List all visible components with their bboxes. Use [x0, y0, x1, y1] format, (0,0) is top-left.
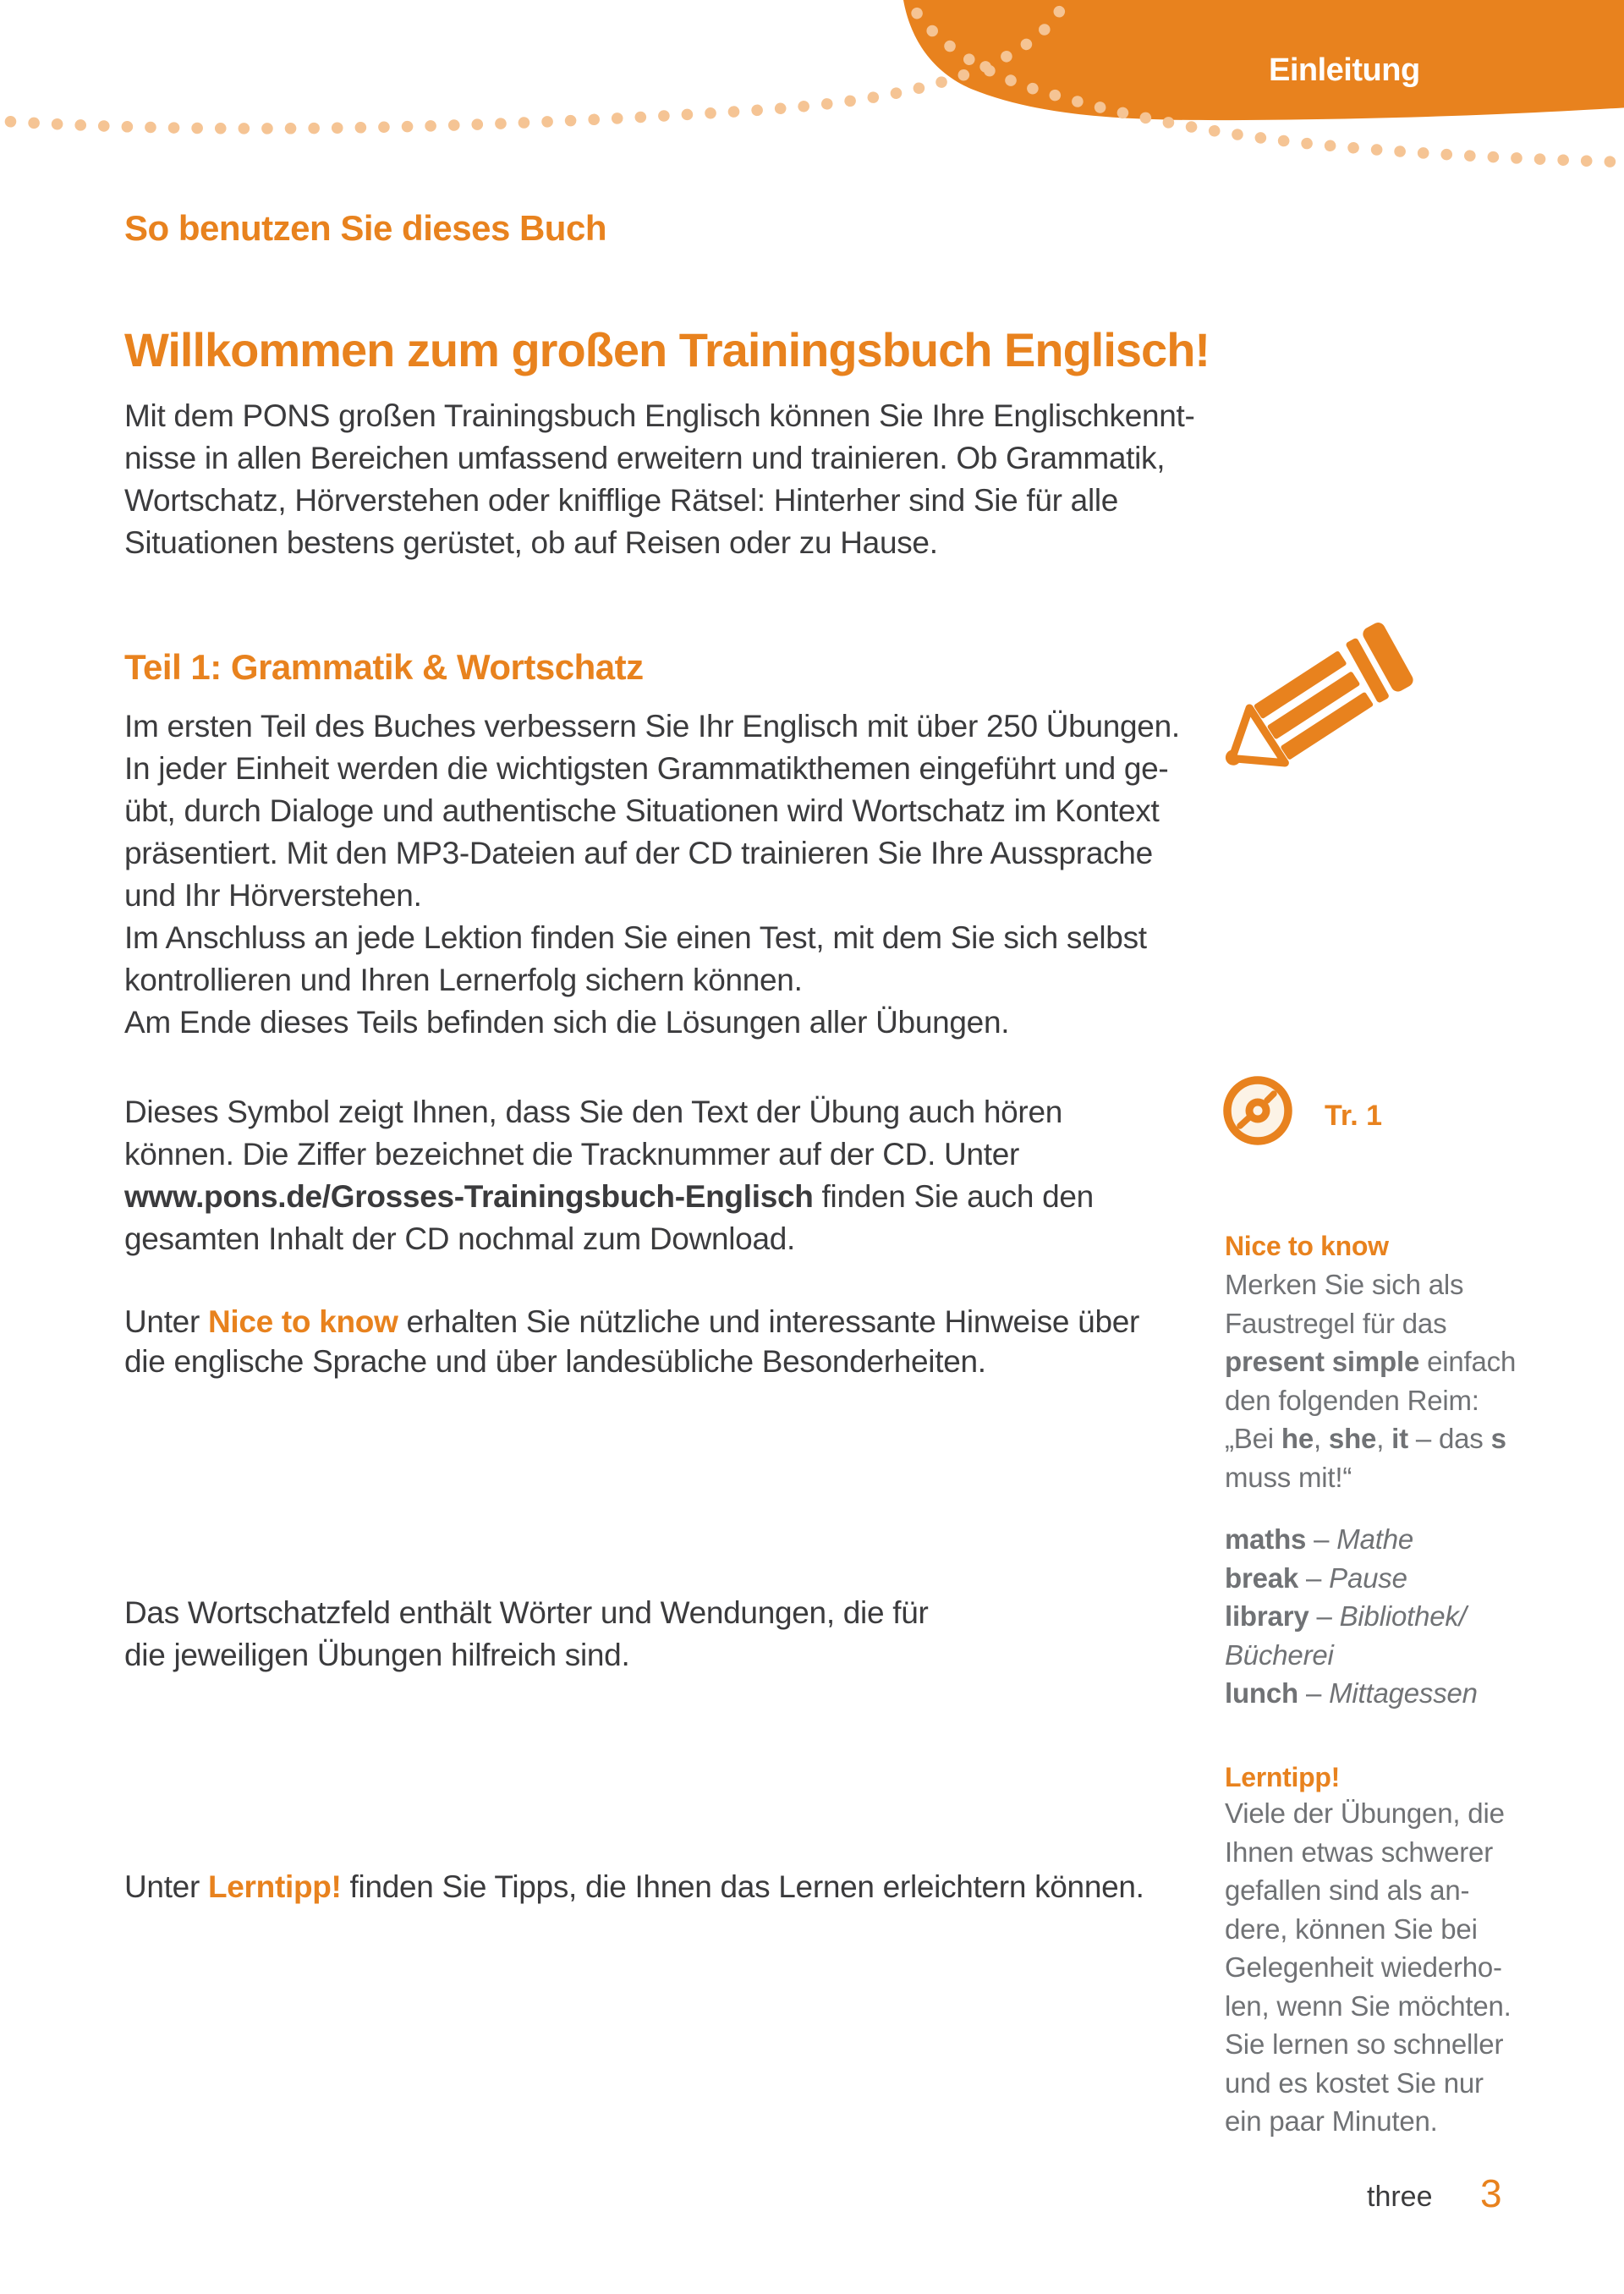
- sidebar-nice-to-know-heading: Nice to know: [1225, 1231, 1389, 1261]
- kicker-heading: So benutzen Sie dieses Buch: [124, 208, 606, 248]
- part1-paragraph: Im ersten Teil des Buches verbessern Sie Ihr Englisch mit über 250 Übungen. In jeder Einheit werden die wichtigsten Grammatikthemen eingeführt und ge- übt, durch Dialoge und authentische Situationen wird Wortschatz im Kontext präsentiert. Mit den MP3-Dateien auf der CD trainieren Sie Ihre Aussprache und Ihr Hörverstehen. Im Anschluss an jede Lektion finden Sie einen Test, mit dem Sie sich selbst kontrollieren und Ihren Lernerfolg sichern können. Am Ende dieses Teils befinden sich die Lösungen aller Übungen.: [124, 709, 1180, 1040]
- lerntipp-note-paragraph: Unter Lerntipp! finden Sie Tipps, die Ihnen das Lernen erleichtern können.: [124, 1869, 1144, 1904]
- sidebar-lerntipp-text: Viele der Übungen, die Ihnen etwas schwerer gefallen sind als an- dere, können Sie bei Gelegenheit wiederho- len, wenn Sie möchten. Sie lernen so schneller und es kostet Sie nur ein paar Minuten.: [1225, 1797, 1512, 2137]
- page-header-title: Einleitung: [1269, 52, 1420, 88]
- nice-to-know-note-paragraph: Unter Nice to know erhalten Sie nützliche und interessante Hinweise über die englische Sprache und über landesübliche Besonderheiten.: [124, 1304, 1140, 1379]
- audio-note-paragraph: Dieses Symbol zeigt Ihnen, dass Sie den Text der Übung auch hören können. Die Ziffer bezeichnet die Tracknummer auf der CD. Unter www.pons.de/Grosses-Trainingsbuch-Englisch finden Sie auch den gesamten Inhalt der CD nochmal zum Download.: [124, 1095, 1094, 1256]
- page-number-word: three: [1367, 2181, 1433, 2213]
- header-orange-blob: [903, 0, 1624, 120]
- track-number-label: Tr. 1: [1325, 1100, 1383, 1132]
- page-number: 3: [1480, 2171, 1502, 2215]
- page-title: Willkommen zum großen Trainingsbuch Englisch!: [124, 323, 1210, 376]
- header-decoration: [0, 0, 1624, 220]
- vocab-field-note-paragraph: Das Wortschatzfeld enthält Wörter und Wendungen, die für die jeweiligen Übungen hilfreich sind.: [124, 1595, 929, 1672]
- sidebar-vocab-list: maths – Mathe break – Pause library – Bibliothek/ Bücherei lunch – Mittagessen: [1225, 1523, 1478, 1709]
- pencil-icon: [1215, 622, 1435, 791]
- sidebar-nice-to-know-text: Merken Sie sich als Faustregel für das present simple einfach den folgenden Reim: „Bei he, she, it – das s muss mit!“: [1225, 1269, 1517, 1493]
- cd-icon: [1222, 1075, 1293, 1146]
- sidebar-lerntipp-heading: Lerntipp!: [1225, 1762, 1340, 1792]
- dotted-curve-left: [0, 0, 1067, 129]
- section-heading-part1: Teil 1: Grammatik & Wortschatz: [124, 647, 644, 687]
- intro-paragraph: Mit dem PONS großen Trainingsbuch Englisch können Sie Ihre Englischkennt- nisse in allen Bereichen umfassend erweitern und trainieren. Ob Grammatik, Wortschatz, Hörverstehen oder knifflige Rätsel: Hinterher sind Sie für alle Situationen bestens gerüstet, ob auf Reisen oder zu Hause.: [124, 398, 1195, 560]
